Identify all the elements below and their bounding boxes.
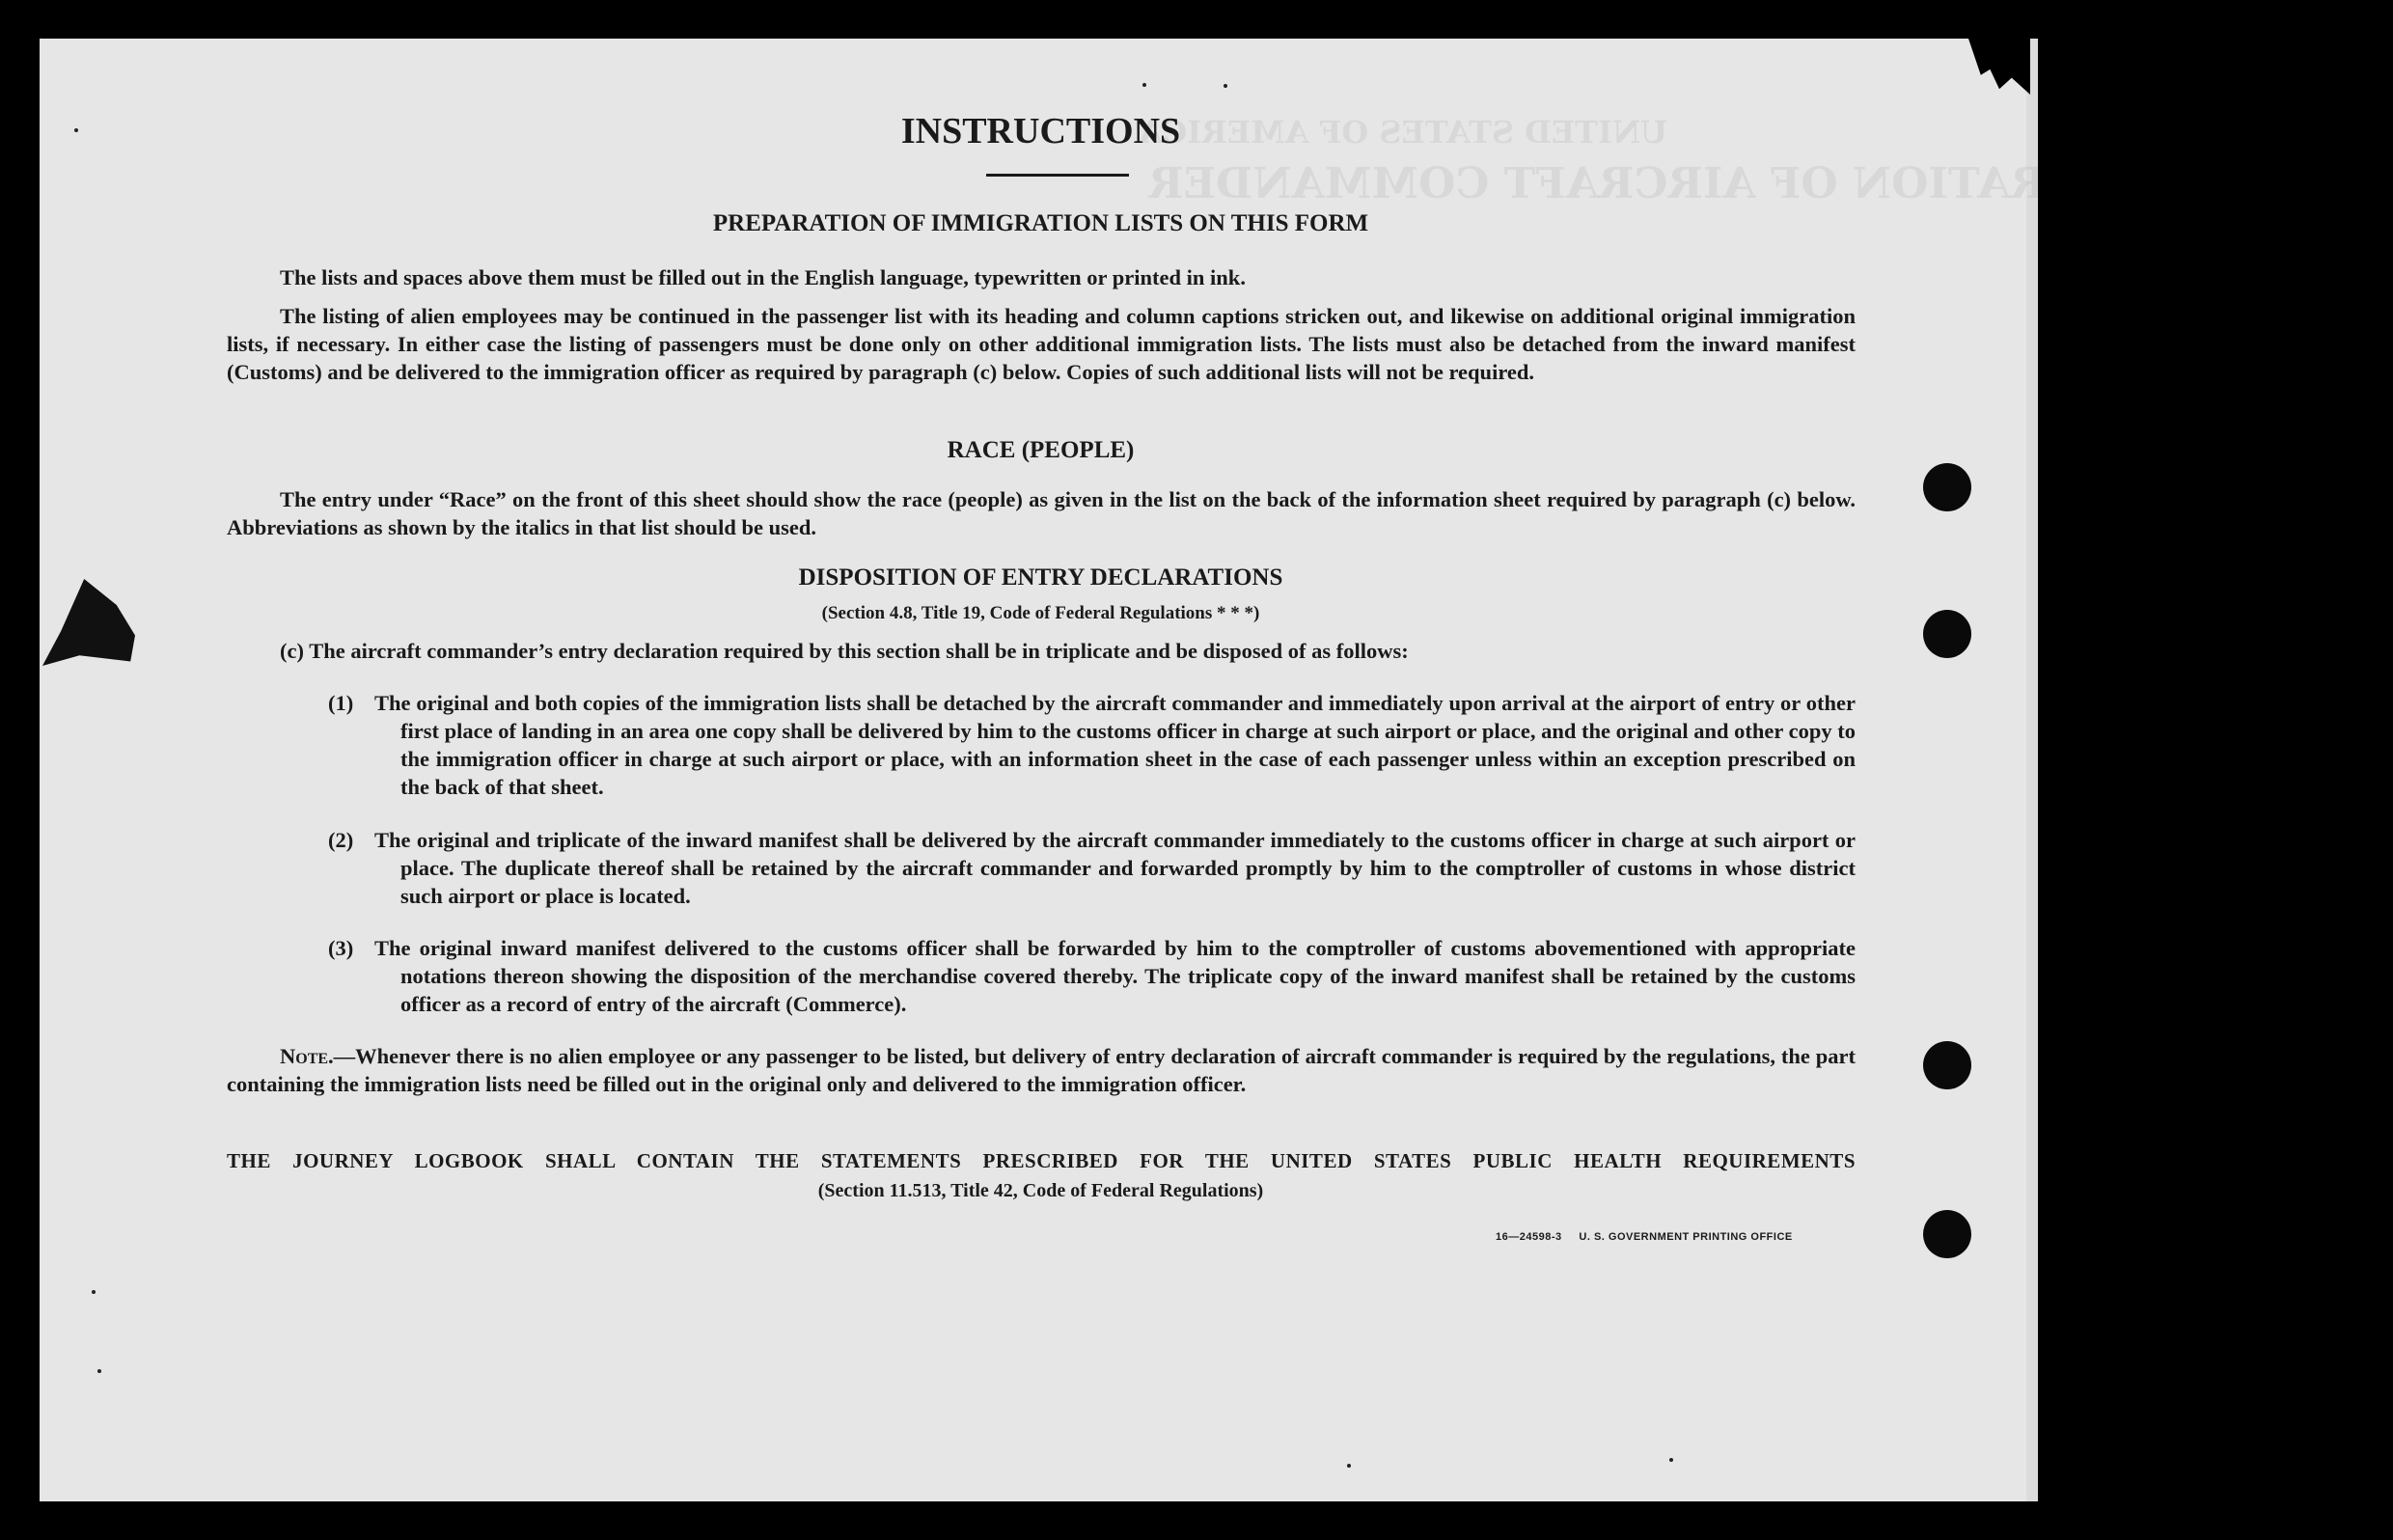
item-text: The original and both copies of the immigration lists shall be detached by the aircraft commander and immediately upon arrival at the airport of entry or other first place of landing in an area one copy shall be delivered by him to the customs officer in charge at such airport or place, and the original and other copy to the immigration officer in charge at such airport or place, with an information sheet in the case of each passenger unless within an exception prescribed on the back of that sheet.: [374, 691, 1856, 799]
section-heading-preparation: PREPARATION OF IMMIGRATION LISTS ON THIS FORM: [712, 210, 1369, 236]
item-text: The original inward manifest delivered to the customs officer shall be forwarded by him to the comptroller of customs abovementioned with appropriate notations thereon showing the disposition of the merchandise covered thereby. The triplicate copy of the inward manifest shall be retained by the customs officer as a record of entry of the aircraft (Commerce).: [374, 936, 1856, 1016]
disposition-clause-c: (c) The aircraft commander’s entry declaration required by this section shall be in triplicate and be disposed of as follows:: [280, 639, 1409, 663]
bleed-through-text: UNITED STATES OF AMERICA: [1139, 114, 1668, 151]
section-heading-disposition: DISPOSITION OF ENTRY DECLARATIONS: [798, 564, 1283, 591]
bleed-through-text: ENTRY DECLARATION OF AIRCRAFT COMMANDER: [1148, 159, 2393, 208]
disposition-item-1: [328, 689, 1856, 801]
item-number: (3): [328, 936, 354, 960]
title-rule: [986, 174, 1129, 177]
health-citation: (Section 11.513, Title 42, Code of Federal Regulations): [817, 1180, 1264, 1201]
note-paragraph: [227, 1042, 1856, 1098]
disposition-item-3: [328, 934, 1856, 1018]
form-code: 16—24598-3: [1496, 1231, 1562, 1243]
preparation-paragraph-2: The listing of alien employees may be continued in the passenger list with its heading and column captions stricken out, and likewise on additional original immigration lists, if necessary. In either case the listing of passengers must be done only on other additional immigration lists. The lists must also be detached from the inward manifest (Customs) and be delivered to the immigration officer as required by paragraph (c) below. Copies of such additional lists will not be required.: [227, 304, 1856, 384]
item-number: (2): [328, 828, 354, 852]
note-label: Note.: [280, 1044, 334, 1068]
preparation-paragraph-1: The lists and spaces above them must be filled out in the English language, typewritten or printed in ink.: [280, 265, 1246, 289]
printer-imprint: [1496, 1231, 1793, 1243]
health-requirements-statement: THE JOURNEY LOGBOOK SHALL CONTAIN THE STATEMENTS PRESCRIBED FOR THE UNITED STATES PUBLIC HEALTH REQUIREMENTS: [227, 1149, 1856, 1172]
disposition-citation: (Section 4.8, Title 19, Code of Federal Regulations * * *): [821, 603, 1260, 623]
race-paragraph: The entry under “Race” on the front of this sheet should show the race (people) as given in the list on the back of the information sheet required by paragraph (c) below. Abbreviations as shown by the italics in that list should be used.: [227, 487, 1856, 539]
note-text: —Whenever there is no alien employee or any passenger to be listed, but delivery of entry declaration of aircraft commander is required by the regulations, the part containing the immigration lists need be filled out in the original only and delivered to the immigration officer.: [227, 1044, 1856, 1096]
item-text: The original and triplicate of the inward manifest shall be delivered by the aircraft commander immediately to the customs officer in charge at such airport or place. The duplicate thereof shall be retained by the aircraft commander and forwarded promptly by him to the comptroller of customs in whose district such airport or place is located.: [374, 828, 1856, 908]
printing-office: U. S. GOVERNMENT PRINTING OFFICE: [1579, 1231, 1793, 1243]
disposition-item-2: [328, 826, 1856, 910]
section-heading-race: RACE (PEOPLE): [947, 437, 1135, 463]
page-title: INSTRUCTIONS: [900, 111, 1181, 151]
item-number: (1): [328, 691, 354, 715]
